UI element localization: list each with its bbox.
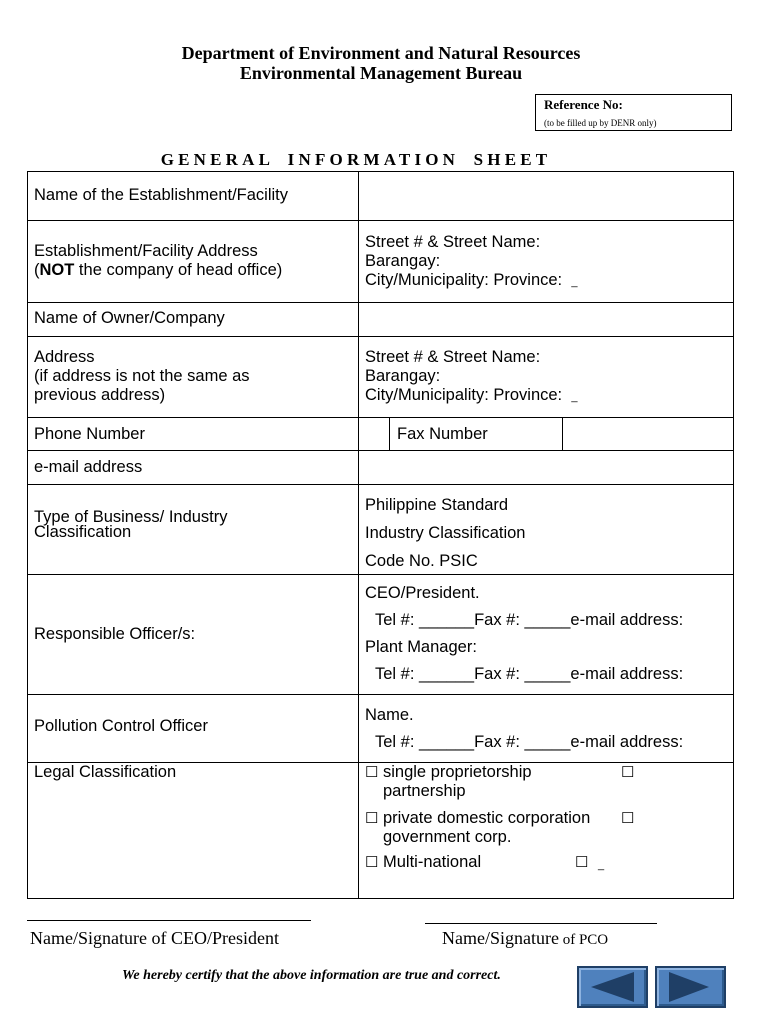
ceo-signature-line[interactable] [27,920,311,921]
owner-address-label: Address (if address is not the same as previous address) [34,348,250,404]
multi-national-option: Multi-national [383,853,482,871]
row-divider [28,220,733,221]
establishment-name-field[interactable] [359,173,733,220]
private-domestic-corporation-option: private domestic corporation [383,809,591,827]
next-page-button[interactable] [655,966,726,1008]
city-province-label: City/Municipality: Province: [365,271,563,289]
plant-manager-label: Plant Manager: [365,638,477,656]
pco-label: Pollution Control Officer [34,717,208,735]
pco-signature-caption: Name/Signature of PCO [442,928,609,948]
agency-header [0,43,762,83]
column-divider [389,417,390,450]
street-label: Street # & Street Name: [365,233,541,251]
establishment-address-field[interactable] [365,233,577,292]
arrow-left-icon [579,968,646,1006]
partnership-option: partnership [383,782,466,800]
business-type-label: Type of Business/ Industry Classification [34,508,228,541]
private-domestic-corporation-checkbox[interactable]: ☐ [365,810,379,827]
establishment-name-label: Name of the Establishment/Facility [34,186,289,204]
agency-name: Department of Environment and Natural Resources [181,43,581,63]
trailing-mark: _ [571,391,578,403]
plant-manager-contact-line: Tel #: ______Fax #: _____e-mail address: [375,665,684,683]
government-corp-checkbox[interactable]: ☐ [621,810,635,827]
owner-name-label: Name of Owner/Company [34,309,225,327]
reference-note: (to be filled up by DENR only) [544,118,657,128]
pco-field[interactable] [365,702,683,756]
certification-statement: We hereby certify that the above information are true and correct. [122,968,501,983]
email-field[interactable] [359,451,733,484]
ceo-signature-caption: Name/Signature of CEO/President [30,928,279,948]
legal-classification-label: Legal Classification [34,763,177,781]
extra-option-checkbox[interactable]: ☐ [575,854,589,871]
not-emphasis: NOT [39,261,75,279]
previous-page-button[interactable] [577,966,648,1008]
ceo-label: CEO/President. [365,584,480,602]
trailing-mark: _ [598,859,605,871]
row-divider [28,694,733,695]
owner-name-field[interactable] [359,303,733,336]
pco-signature-line[interactable] [425,923,657,924]
phone-number-field[interactable] [359,418,389,450]
city-province-label: City/Municipality: Province: [365,386,563,404]
row-divider [28,336,733,337]
responsible-officers-label: Responsible Officer/s: [34,625,196,643]
email-label: e-mail address [34,458,143,476]
single-proprietorship-option: single proprietorship [383,763,532,781]
single-proprietorship-checkbox[interactable]: ☐ [365,764,379,781]
sheet-title: GENERAL INFORMATION SHEET [160,150,552,169]
barangay-label: Barangay: [365,367,441,385]
pco-name-label: Name. [365,706,414,724]
pco-contact-line: Tel #: ______Fax #: _____e-mail address: [375,733,684,751]
owner-address-field[interactable] [365,348,577,407]
reference-number-box[interactable] [535,94,732,131]
establishment-address-label: Establishment/Facility Address (NOT the company of head office) [34,242,283,279]
arrow-right-icon [657,968,720,1006]
fax-number-label: Fax Number [397,425,488,443]
reference-label: Reference No: [544,97,623,112]
multi-national-checkbox[interactable]: ☐ [365,854,379,871]
fax-number-field[interactable] [563,418,733,450]
trailing-mark: _ [571,276,578,288]
psic-field[interactable]: Philippine Standard Industry Classification Code No. PSIC [365,496,526,570]
row-divider [28,484,733,485]
ceo-contact-line: Tel #: ______Fax #: _____e-mail address: [375,611,684,629]
partnership-checkbox[interactable]: ☐ [621,764,635,781]
government-corp-option: government corp. [383,828,512,846]
responsible-officers-field[interactable] [365,580,683,688]
street-label: Street # & Street Name: [365,348,541,366]
column-divider [358,172,359,898]
barangay-label: Barangay: [365,252,441,270]
general-information-form [27,171,734,899]
phone-number-label: Phone Number [34,425,145,443]
bureau-name: Environmental Management Bureau [239,63,523,83]
